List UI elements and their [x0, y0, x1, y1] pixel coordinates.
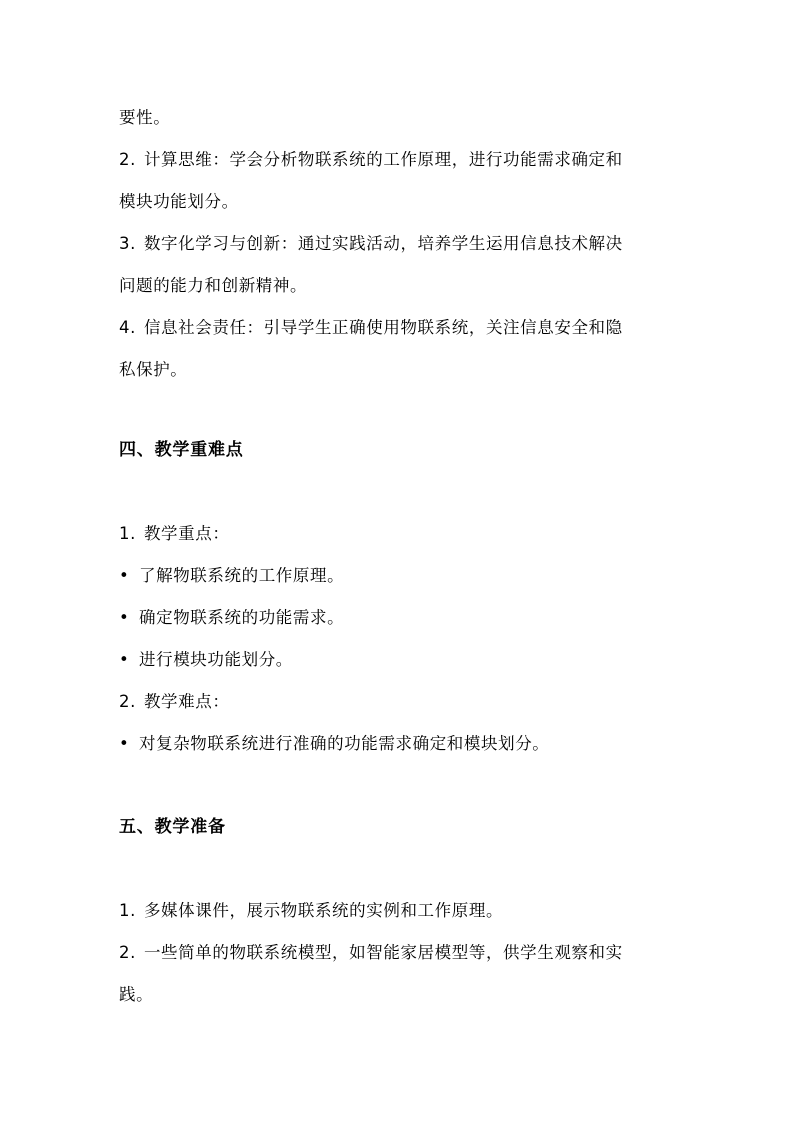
objective-4-line-2	[119, 358, 187, 382]
objective-4-line-1	[119, 316, 623, 340]
section-4-heading: 四、教学重难点	[119, 440, 244, 460]
key-point-item	[119, 648, 293, 672]
preparation-item-1	[119, 899, 503, 923]
preparation-1-number: 1.	[119, 901, 136, 920]
bullet-icon: •	[119, 608, 130, 627]
preparation-2-text-continued: 践。	[119, 985, 154, 1004]
key-points-label-line	[119, 522, 229, 546]
difficulty-text: 对复杂物联系统进行准确的功能需求确定和模块划分。	[139, 734, 550, 753]
key-point-text: 进行模块功能划分。	[139, 650, 293, 669]
objective-2-line-1	[119, 148, 623, 172]
objective-3-line-1	[119, 232, 623, 256]
objective-3-text: 数字化学习与创新：通过实践活动，培养学生运用信息技术解决	[143, 234, 623, 253]
difficulties-label-line	[119, 690, 229, 714]
key-points-number: 1.	[119, 524, 136, 543]
objective-4-number: 4.	[119, 318, 136, 337]
objective-3-text-continued: 问题的能力和创新精神。	[119, 276, 308, 295]
difficulty-item	[119, 732, 549, 756]
key-point-text: 确定物联系统的功能需求。	[139, 608, 345, 627]
preparation-2-number: 2.	[119, 943, 136, 962]
bullet-icon: •	[119, 566, 130, 585]
preparation-item-2-line-2	[119, 983, 153, 1007]
objective-4-text-continued: 私保护。	[119, 360, 188, 379]
key-point-text: 了解物联系统的工作原理。	[139, 566, 345, 585]
preparation-item-2-line-1	[119, 941, 623, 965]
objective-3-line-2	[119, 274, 307, 298]
bullet-icon: •	[119, 650, 130, 669]
key-point-item	[119, 564, 344, 588]
objective-1-continuation	[119, 106, 170, 130]
bullet-icon: •	[119, 734, 130, 753]
preparation-2-text: 一些简单的物联系统模型，如智能家居模型等，供学生观察和实	[143, 943, 623, 962]
section-5-heading: 五、教学准备	[119, 817, 226, 837]
key-points-label: 教学重点：	[143, 524, 230, 543]
preparation-1-text: 多媒体课件，展示物联系统的实例和工作原理。	[143, 901, 504, 920]
objective-2-line-2	[119, 190, 239, 214]
objective-2-text-continued: 模块功能划分。	[119, 192, 239, 211]
difficulties-number: 2.	[119, 692, 136, 711]
objective-2-text: 计算思维：学会分析物联系统的工作原理，进行功能需求确定和	[143, 150, 623, 169]
objective-1-tail-text: 要性。	[119, 108, 171, 127]
key-point-item	[119, 606, 344, 630]
objective-2-number: 2.	[119, 150, 136, 169]
difficulties-label: 教学难点：	[143, 692, 230, 711]
objective-4-text: 信息社会责任：引导学生正确使用物联系统，关注信息安全和隐	[143, 318, 623, 337]
objective-3-number: 3.	[119, 234, 136, 253]
